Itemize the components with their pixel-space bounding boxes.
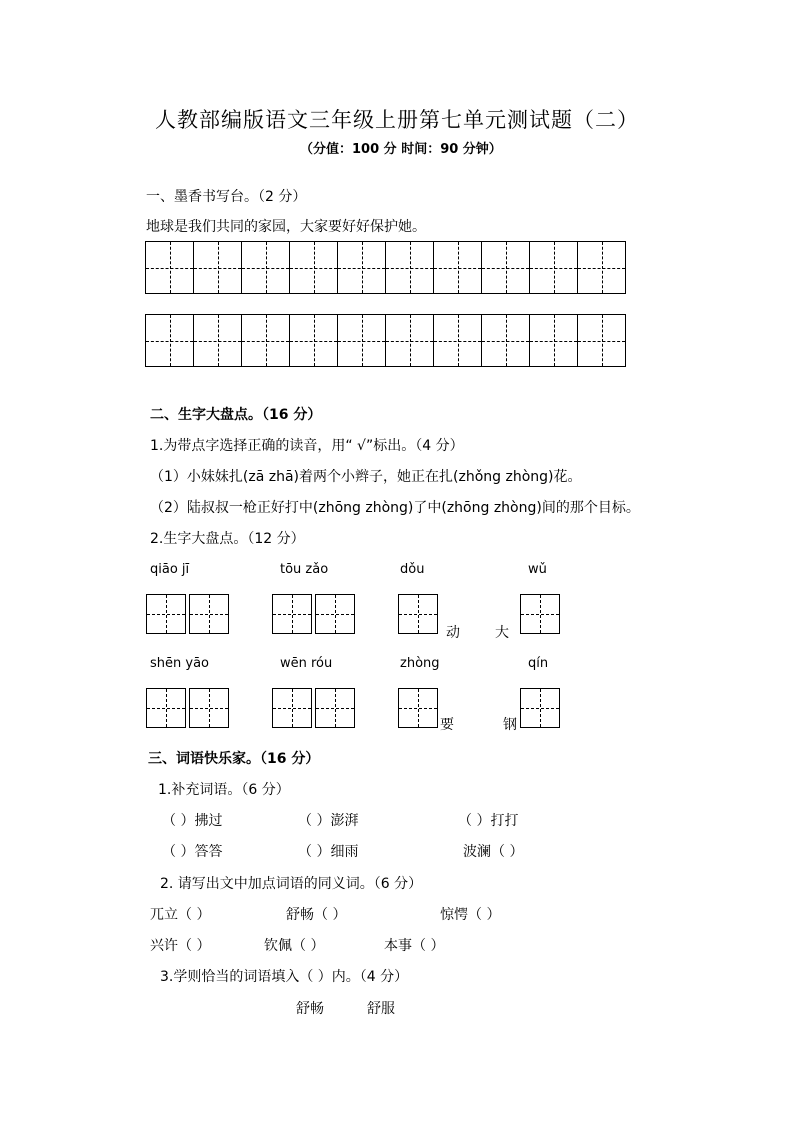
fill-word-1[interactable]: （ ）拂过 — [162, 813, 223, 829]
synonym-5[interactable]: 钦佩（ ） — [264, 938, 325, 954]
fill-word-6[interactable]: 波澜（ ） — [463, 844, 524, 860]
question-3-3: 3.学则恰当的词语填入（ ）内。（4 分） — [160, 969, 409, 985]
char-dong: 动 — [446, 625, 460, 641]
synonym-3[interactable]: 惊愕（ ） — [440, 907, 501, 923]
question-3-1: 1.补充词语。（6 分） — [158, 782, 290, 798]
question-2-1-item-1: （1）小妹妹扎(zā zhā)着两个小辫子，她正在扎(zhǒng zhòng)花。 — [150, 469, 582, 485]
section-2-heading: 二、生字大盘点。（16 分） — [150, 407, 322, 423]
char-box[interactable] — [315, 594, 355, 634]
question-2-1: 1.为带点字选择正确的读音，用“ √”标出。（4 分） — [150, 438, 464, 454]
char-box[interactable] — [520, 688, 560, 728]
char-box[interactable] — [315, 688, 355, 728]
synonym-1[interactable]: 兀立（ ） — [150, 907, 211, 923]
char-da: 大 — [495, 625, 509, 641]
char-box[interactable] — [146, 688, 186, 728]
question-2-2: 2.生字大盘点。（12 分） — [150, 531, 305, 547]
char-box[interactable] — [398, 594, 438, 634]
char-box[interactable] — [146, 594, 186, 634]
char-box[interactable] — [398, 688, 438, 728]
section-1-heading: 一、墨香书写台。（2 分） — [146, 189, 307, 205]
fill-word-5[interactable]: （ ）细雨 — [298, 844, 359, 860]
pinyin-touzao: tōu zǎo — [280, 562, 329, 577]
page-subtitle: （分值：100 分 时间：90 分钟） — [300, 142, 502, 157]
pinyin-shenyao: shēn yāo — [150, 656, 209, 671]
pinyin-qin: qín — [528, 656, 549, 671]
char-gang: 钢 — [503, 717, 517, 733]
pinyin-dou: dǒu — [400, 562, 425, 577]
synonym-2[interactable]: 舒畅（ ） — [286, 907, 347, 923]
char-box[interactable] — [520, 594, 560, 634]
char-box[interactable] — [189, 688, 229, 728]
char-box[interactable] — [272, 688, 312, 728]
fill-word-3[interactable]: （ ）打打 — [458, 813, 519, 829]
question-3-2: 2. 请写出文中加点词语的同义词。（6 分） — [160, 876, 423, 892]
pinyin-wenrou: wēn róu — [280, 656, 333, 671]
page-title: 人教部编版语文三年级上册第七单元测试题（二） — [155, 108, 639, 132]
question-2-1-item-2: （2）陆叔叔一枪正好打中(zhōng zhòng)了中(zhōng zhòng)间的那个目标。 — [150, 500, 640, 516]
synonym-6[interactable]: 本事（ ） — [384, 938, 445, 954]
fill-word-4[interactable]: （ ）答答 — [162, 844, 223, 860]
writing-grid-row-2[interactable] — [145, 314, 626, 367]
char-box[interactable] — [189, 594, 229, 634]
synonym-4[interactable]: 兴许（ ） — [150, 938, 211, 954]
section-3-heading: 三、词语快乐家。（16 分） — [148, 751, 320, 767]
char-yao: 要 — [440, 717, 454, 733]
pinyin-zhong: zhòng — [400, 656, 440, 671]
pinyin-qiaoji: qiāo jī — [150, 562, 190, 577]
writing-grid-row-1[interactable] — [145, 241, 626, 294]
fill-word-2[interactable]: （ ）澎湃 — [298, 813, 359, 829]
word-option-1: 舒畅 — [296, 1001, 324, 1017]
word-option-2: 舒服 — [367, 1001, 395, 1017]
pinyin-wu: wǔ — [528, 562, 547, 577]
copy-sentence: 地球是我们共同的家园，大家要好好保护她。 — [146, 219, 426, 235]
char-box[interactable] — [272, 594, 312, 634]
